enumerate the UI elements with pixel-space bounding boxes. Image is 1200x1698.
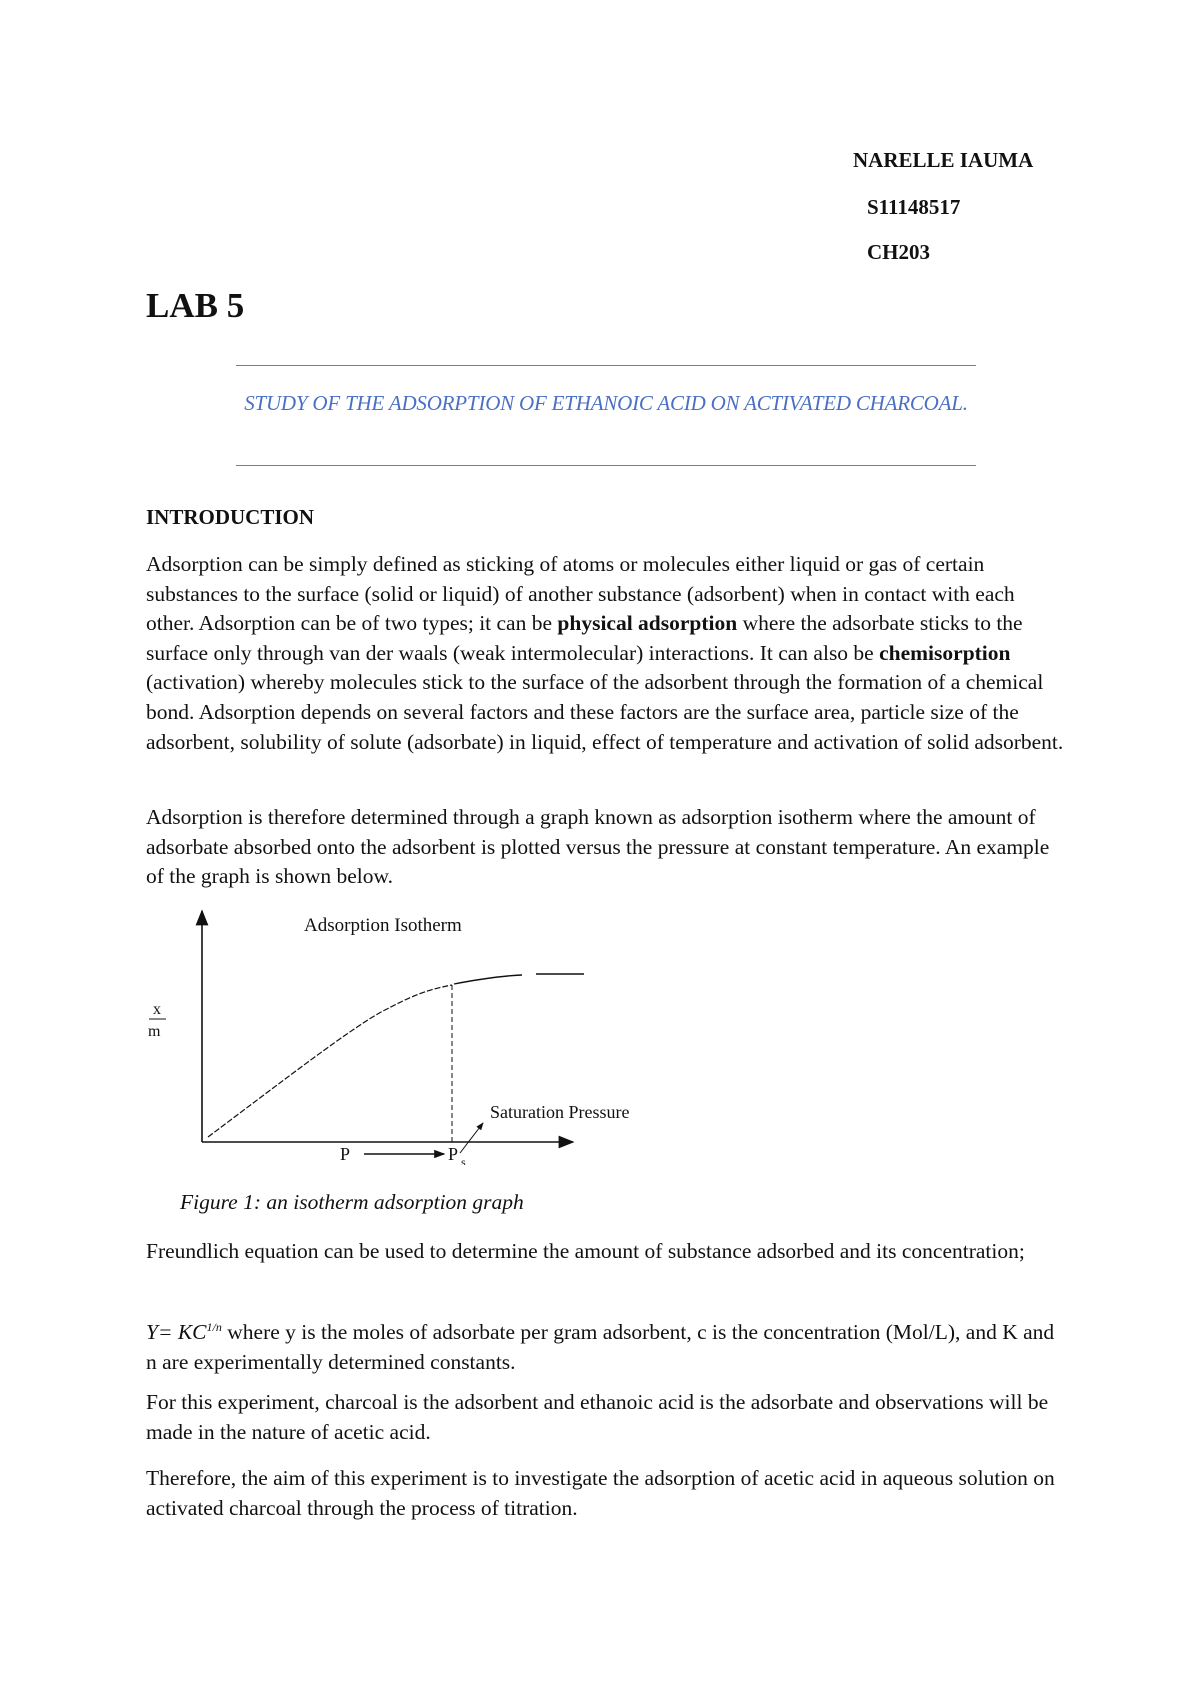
intro-p1-text-a: Adsorption can be simply defined as sticking of atoms or molecules either liquid or gas of certain substances to the surface (solid or liquid) of another substance (adsorbent) when in contact with each other. Adsorption can be of two types; it can be <box>146 552 1015 636</box>
physical-adsorption-term: physical adsorption <box>557 611 738 636</box>
isotherm-graph <box>140 905 700 1165</box>
annotation-label: Saturation Pressure <box>490 1102 630 1122</box>
intro-paragraph-1 <box>146 550 1066 757</box>
intro-p1-text-c: (activation) whereby molecules stick to the surface of the adsorbent through the formation of a chemical bond. Adsorption depends on several factors and these factors are the surface area, particle size of the adsorbent, solubility of solute (adsorbate) in liquid, effect of temperature and activation of solid adsorbent. <box>146 670 1064 754</box>
equation-base: Y= KC <box>146 1320 207 1345</box>
intro-paragraph-6: Therefore, the aim of this experiment is to investigate the adsorption of acetic acid in aqueous solution on activated charcoal through the process of titration. <box>146 1466 1055 1520</box>
ps-label: P <box>448 1144 459 1164</box>
title-rule-top <box>236 365 976 366</box>
intro-paragraph-5: For this experiment, charcoal is the adsorbent and ethanoic acid is the adsorbate and observations will be made in the nature of acetic acid. <box>146 1390 1049 1444</box>
isotherm-plateau <box>454 975 522 984</box>
intro-paragraph-3: Freundlich equation can be used to determine the amount of substance adsorbed and its concentration; <box>146 1239 1025 1263</box>
graph-title: Adsorption Isotherm <box>304 915 462 936</box>
intro-paragraph-4 <box>146 1313 1066 1377</box>
annotation-arrow <box>460 1123 483 1153</box>
isotherm-figure <box>140 905 700 1165</box>
chemisorption-term: chemisorption <box>879 640 1011 665</box>
equation-exponent: 1/n <box>206 1320 222 1334</box>
freundlich-equation <box>146 1320 222 1344</box>
isotherm-curve <box>208 985 452 1137</box>
title-rule-bottom <box>236 465 976 466</box>
y-label-numerator: x <box>153 1001 161 1018</box>
course-code: CH203 <box>867 240 930 264</box>
x-label: P <box>340 1144 351 1164</box>
intro-p1-text-b: where the adsorbate sticks to the surface only through van der waals (weak intermolecular) interactions. It can also be <box>146 611 1023 665</box>
lab-title: LAB 5 <box>146 286 245 325</box>
y-label-denominator: m <box>148 1023 161 1040</box>
author-name: NARELLE IAUMA <box>853 148 1034 172</box>
introduction-heading: INTRODUCTION <box>146 505 315 529</box>
student-id: S11148517 <box>867 195 961 219</box>
document-subtitle: STUDY OF THE ADSORPTION OF ETHANOIC ACID ON ACTIVATED CHARCOAL. <box>244 391 968 415</box>
equation-description: where y is the moles of adsorbate per gram adsorbent, c is the concentration (Mol/L), and K and n are experimentally determined constants. <box>146 1320 1055 1374</box>
ps-subscript: s <box>461 1155 466 1165</box>
intro-paragraph-2: Adsorption is therefore determined through a graph known as adsorption isotherm where the amount of adsorbate absorbed onto the adsorbent is plotted versus the pressure at constant temperature. An example of the graph is shown below. <box>146 805 1050 889</box>
figure-caption: Figure 1: an isotherm adsorption graph <box>180 1190 524 1214</box>
